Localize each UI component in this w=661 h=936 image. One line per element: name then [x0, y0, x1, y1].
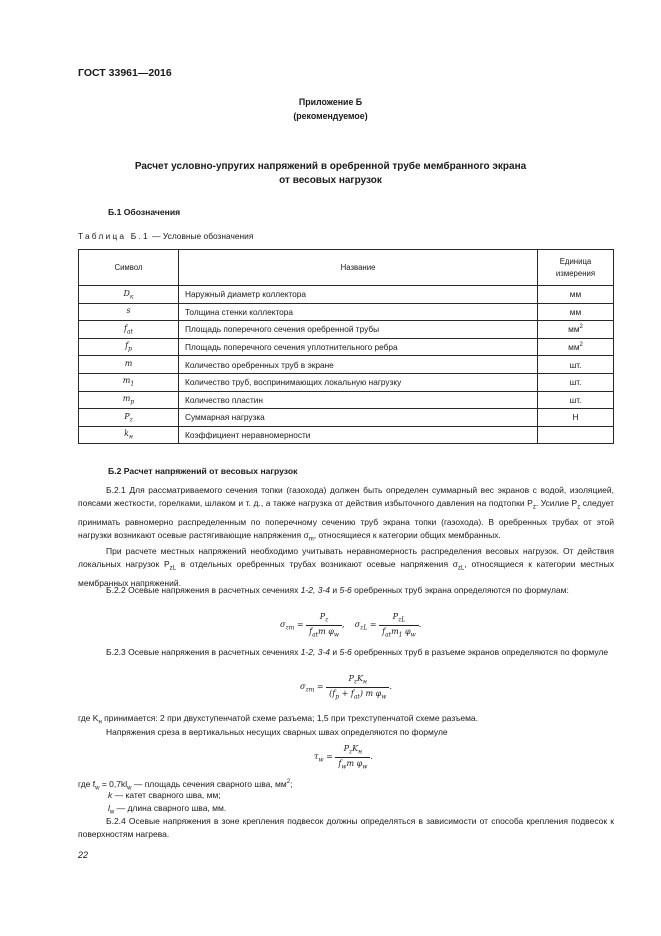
formula-text: н — [358, 748, 363, 756]
row-name: Коэффициент неравномерности — [179, 426, 538, 444]
formula-text: p — [335, 693, 340, 701]
symbol-sub: 1 — [130, 381, 135, 389]
text: w — [95, 785, 100, 792]
formula-text: P — [348, 674, 354, 683]
denominator — [335, 758, 370, 771]
annex-title: Приложение Б — [298, 97, 363, 107]
table-header-row — [79, 250, 614, 286]
row-unit — [538, 391, 614, 409]
text: zL — [458, 566, 465, 573]
symbol-sub: н — [128, 433, 133, 441]
row-name: Площадь поперечного сечения оребренной трубы — [179, 321, 538, 339]
text: . Усилие P — [535, 498, 578, 509]
formula-text: at — [312, 631, 319, 639]
text: ; — [290, 778, 293, 789]
row-name: Суммарная нагрузка — [179, 409, 538, 427]
formula-text: f — [382, 626, 386, 636]
paragraph-b21 — [78, 484, 614, 547]
formula-text: f — [309, 626, 313, 636]
row-name: Количество труб, воспринимающих локальную нагрузку — [179, 373, 538, 391]
unit-text: шт. — [569, 394, 582, 405]
row-symbol — [79, 426, 179, 444]
formula-text: + f — [339, 688, 354, 698]
formula-text: K — [357, 674, 364, 683]
row-unit — [538, 286, 614, 304]
denominator — [306, 626, 342, 639]
text: и — [329, 585, 340, 595]
table-row — [79, 303, 614, 321]
table-caption — [78, 231, 253, 241]
formula-text: zm — [285, 624, 295, 632]
text: 1-2, 3-4 — [300, 647, 330, 657]
page-number: 22 — [78, 850, 89, 860]
unit-sup: 2 — [579, 324, 583, 331]
formula-text: zm — [305, 686, 315, 694]
text: z — [532, 505, 536, 512]
row-unit — [538, 409, 614, 427]
formula-text: at — [353, 693, 360, 701]
formula-text: z — [325, 616, 329, 624]
row-symbol — [79, 409, 179, 427]
formula-text: 1 — [398, 631, 403, 639]
unit-text: мм — [569, 306, 582, 317]
row-unit — [538, 373, 614, 391]
formula-text: zL — [360, 624, 368, 632]
formula-text: σ — [300, 682, 306, 692]
header-name: Название — [179, 250, 538, 286]
formula-text: m φ — [346, 758, 363, 768]
symbol-sub: к — [129, 293, 134, 301]
text: , относящиеся к категории общих мембранных. — [313, 529, 501, 540]
formula-text: z — [349, 748, 353, 756]
formula-text: = — [294, 620, 307, 630]
text: где K — [78, 713, 99, 723]
formula-text: (f — [329, 688, 336, 698]
symbol-main: m — [122, 394, 131, 404]
numerator — [379, 612, 419, 626]
text: Б.2.3 Осевые напряжения в расчетных сечениях — [106, 647, 301, 657]
text: zL — [169, 566, 176, 573]
row-symbol — [79, 286, 179, 304]
text: m — [308, 536, 314, 543]
symbol-main: k — [124, 429, 129, 439]
where-k — [108, 789, 508, 802]
row-symbol — [79, 321, 179, 339]
text: Б.2.1 Для рассматриваемого сечения топки (газохода) должен быть определен суммарный вес экранов с водой, изоляцией, поясами жесткости, горелками, шлаком и т. д., а также нагрузка от действия избыточного давления на подтопки P — [78, 485, 614, 509]
section-title — [0, 160, 661, 188]
header-unit-line2: измерения — [555, 268, 596, 278]
text: следует принимать равномерно распределенным по поперечному сечению труб экрана топки (газохода). В оребренных трубах от этой нагрузки возникают осевые растягивающие напряжения σ — [78, 498, 614, 540]
formula-text: f — [338, 758, 342, 768]
row-symbol — [79, 373, 179, 391]
row-name: Количество оребренных труб в экране — [179, 356, 538, 374]
symbol-sub: p — [130, 398, 135, 406]
unit-text: мм — [569, 289, 582, 300]
text: 5-6 — [339, 647, 352, 657]
symbol-main: f — [125, 341, 129, 351]
denominator — [326, 688, 389, 701]
symbol-main: f — [124, 323, 127, 333]
denominator — [379, 626, 419, 639]
formula-text: ) m φ — [359, 688, 382, 698]
unit-text: Н — [572, 412, 579, 423]
paragraph-b24: Б.2.4 Осевые напряжения в зоне крепления подвесок должны определяться в зависимости от способа крепления подвесок к поверхностям нагрева. — [78, 816, 614, 840]
annex-label — [0, 95, 661, 123]
table-row — [79, 391, 614, 409]
text: — катет сварного шва, мм; — [112, 790, 221, 800]
fraction — [379, 612, 419, 638]
text: z — [577, 505, 581, 512]
symbol-main: P — [124, 411, 130, 421]
unit-text: мм — [568, 324, 580, 335]
formula-text: P — [319, 612, 326, 621]
symbol-main: D — [123, 288, 130, 298]
text: принимается: 2 при двухступенчатой схеме разъема; 1,5 при трехступенчатой схеме разъема. — [101, 713, 478, 723]
paragraph-b22 — [78, 584, 614, 597]
formula-text: w — [381, 693, 387, 701]
section-b2-heading: Б.2 Расчет напряжений от весовых нагрузок — [108, 466, 298, 476]
unit-text: шт. — [569, 359, 582, 370]
text: Б.2.2 Осевые напряжения в расчетных сечениях — [106, 585, 301, 595]
formula-text: w — [362, 763, 368, 771]
formula-text: = — [323, 752, 336, 762]
title-line-2: от весовых нагрузок — [279, 175, 382, 186]
numerator — [335, 744, 370, 758]
paragraph-shear: Напряжения среза в вертикальных несущих сварных швах определяются по формуле — [106, 727, 448, 737]
formula-shear: $\tau_w$ = $\frac{P_zK_н}{f_wm \varphi_w}$ . — [314, 744, 373, 771]
row-unit — [538, 338, 614, 356]
table-row — [79, 409, 614, 427]
symbol-sub: p — [128, 345, 132, 353]
row-unit — [538, 426, 614, 444]
row-name: Площадь поперечного сечения уплотнительного ребра — [179, 338, 538, 356]
section-b1-heading: Б.1 Обозначения — [108, 207, 181, 217]
unit-sup: 2 — [579, 342, 583, 349]
table-row — [79, 356, 614, 374]
document-header: ГОСТ 33961—2016 — [78, 67, 172, 79]
formula-text: K — [352, 744, 359, 753]
row-name: Наружный диаметр коллектора — [179, 286, 538, 304]
formula-text: = — [314, 682, 327, 692]
text: 5-6 — [339, 585, 352, 595]
symbols-table — [78, 249, 614, 444]
table-row — [79, 286, 614, 304]
row-unit — [538, 356, 614, 374]
title-line-1: Расчет условно-упругих напряжений в оребренной трубе мембранного экрана — [134, 161, 527, 172]
table-caption-prefix: Таблица Б.1 — [78, 231, 150, 241]
fraction — [335, 744, 370, 770]
formula-b22: $\sigma_{zm}$ = $\frac{P_z}{f_{at}m \varphi_w}$ , $\sigma_{zL}$ = $\frac{P_{zL}}{f_{at}m_1 \varphi_w}$ . — [280, 612, 422, 639]
text: w — [109, 809, 115, 816]
formula-text: σ — [280, 620, 286, 630]
table-row — [79, 373, 614, 391]
formula-text: н — [363, 678, 367, 686]
header-symbol: Символ — [79, 250, 179, 286]
text: k — [108, 790, 113, 800]
symbol-main: s — [126, 306, 131, 316]
symbol-sub: z — [129, 416, 133, 424]
text: 2 — [286, 779, 291, 785]
fraction — [306, 612, 342, 638]
row-symbol — [79, 338, 179, 356]
formula-b23: $\sigma_{zm}$ = $\frac{P_zK_н}{(f_p + f_{at}) m \varphi_w}$ . — [300, 674, 392, 701]
unit-text: мм — [568, 342, 580, 353]
formula-text: τ — [314, 752, 319, 762]
paragraph-b23 — [78, 646, 614, 659]
numerator — [326, 674, 389, 688]
annex-status: (рекомендуемое) — [293, 111, 368, 121]
text: в отдельных оребренных трубах возникают осевые напряжения σ — [175, 559, 459, 570]
formula-text: w — [341, 763, 347, 771]
table-row — [79, 338, 614, 356]
text: = 0,7kl — [99, 778, 128, 789]
text: , относящиеся к категории местных мембранных напряжений. — [78, 559, 614, 588]
formula-text: zL — [398, 616, 406, 624]
formula-text: = — [367, 620, 380, 630]
symbol-main: m — [122, 376, 131, 386]
text: — длина сварного шва, мм. — [114, 803, 227, 813]
text: н — [98, 719, 102, 726]
row-symbol — [79, 303, 179, 321]
formula-text: m — [391, 626, 399, 636]
row-symbol — [79, 356, 179, 374]
formula-text: P — [392, 612, 399, 621]
row-name: Количество пластин — [179, 391, 538, 409]
text: l — [108, 803, 110, 813]
header-unit-line1: Единица — [559, 256, 592, 266]
formula-text: P — [343, 744, 349, 753]
formula-text: m φ — [318, 626, 334, 636]
text: оребренных труб экрана определяются по формулам: — [351, 585, 569, 595]
row-name: Толщина стенки коллектора — [179, 303, 538, 321]
unit-text: шт. — [569, 377, 582, 388]
text: оребренных труб в разъеме экранов определяются по формуле — [351, 647, 609, 657]
row-unit — [538, 303, 614, 321]
formula-text: w — [333, 631, 339, 639]
row-symbol — [79, 391, 179, 409]
table-row — [79, 321, 614, 339]
text: — площадь сечения сварного шва, мм — [131, 778, 287, 789]
formula-text: w — [318, 756, 324, 764]
text: и — [329, 647, 340, 657]
formula-text: σ — [354, 620, 361, 630]
numerator — [306, 612, 342, 626]
fraction — [326, 674, 389, 700]
formula-text: w — [410, 631, 416, 639]
text: 1-2, 3-4 — [300, 585, 330, 595]
table-row — [79, 426, 614, 444]
formula-text: φ — [402, 626, 411, 636]
formula-text: z — [353, 678, 358, 686]
header-unit — [538, 250, 614, 286]
table-caption-rest: — Условные обозначения — [149, 231, 254, 241]
row-unit — [538, 321, 614, 339]
symbol-sub: at — [126, 328, 133, 336]
text: При расчете местных напряжений необходимо учитывать неравномерность распределения весовых нагрузок. От действия локальных нагрузок P — [78, 546, 614, 570]
text: w — [127, 785, 132, 792]
text: где f — [78, 778, 96, 789]
symbol-main: m — [124, 358, 133, 368]
formula-text: at — [385, 631, 392, 639]
